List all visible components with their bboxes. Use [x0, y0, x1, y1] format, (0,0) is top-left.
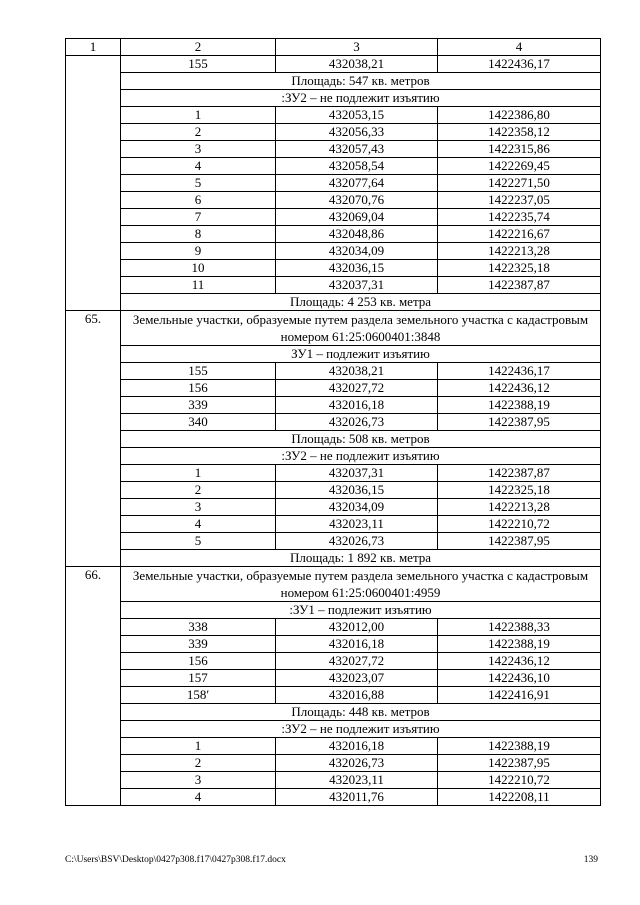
point-row [66, 124, 601, 141]
coord-x: 432048,86 [276, 226, 438, 243]
coord-y: 1422436,10 [438, 670, 601, 687]
coord-y: 1422271,50 [438, 175, 601, 192]
point-number: 10 [121, 260, 276, 277]
page-number: 139 [583, 855, 598, 865]
coord-y: 1422208,11 [438, 789, 601, 806]
point-number: 7 [121, 209, 276, 226]
coord-x: 432026,73 [276, 414, 438, 431]
point-number: 157 [121, 670, 276, 687]
point-row [66, 260, 601, 277]
point-row [66, 772, 601, 789]
section-row [66, 294, 601, 311]
coord-x: 432037,31 [276, 465, 438, 482]
point-row [66, 107, 601, 124]
footer-file-path: C:\Users\BSV\Desktop\0427p308.f17\0427p308.f17.docx [65, 855, 286, 865]
coord-x: 432027,72 [276, 380, 438, 397]
section-label: :ЗУ2 – не подлежит изъятию [121, 721, 601, 738]
section-row [66, 550, 601, 567]
section-row [66, 346, 601, 363]
point-row [66, 687, 601, 704]
coord-x: 432023,07 [276, 670, 438, 687]
point-row [66, 755, 601, 772]
parcel-description: Земельные участки, образуемые путем раздела земельного участка с кадастровым номером 61:25:0600401:4959 [121, 567, 601, 602]
point-number: 156 [121, 380, 276, 397]
section-row [66, 431, 601, 448]
coord-x: 432012,00 [276, 619, 438, 636]
coord-y: 1422358,12 [438, 124, 601, 141]
section-label: ЗУ1 – подлежит изъятию [121, 346, 601, 363]
coord-x: 432034,09 [276, 243, 438, 260]
point-row [66, 499, 601, 516]
point-number: 155 [121, 56, 276, 73]
point-number: 4 [121, 789, 276, 806]
coord-y: 1422216,67 [438, 226, 601, 243]
coord-x: 432034,09 [276, 499, 438, 516]
point-number: 1 [121, 465, 276, 482]
point-row [66, 277, 601, 294]
coord-y: 1422213,28 [438, 243, 601, 260]
coord-x: 432058,54 [276, 158, 438, 175]
header-cell: 1 [66, 39, 121, 56]
coord-y: 1422416,91 [438, 687, 601, 704]
section-label: Площадь: 508 кв. метров [121, 431, 601, 448]
coord-x: 432056,33 [276, 124, 438, 141]
coord-x: 432036,15 [276, 260, 438, 277]
section-label: Площадь: 448 кв. метров [121, 704, 601, 721]
point-row [66, 653, 601, 670]
point-number: 1 [121, 107, 276, 124]
point-number: 6 [121, 192, 276, 209]
coord-x: 432016,18 [276, 738, 438, 755]
section-label: Площадь: 4 253 кв. метра [121, 294, 601, 311]
point-row [66, 380, 601, 397]
section-label: :ЗУ1 – подлежит изъятию [121, 602, 601, 619]
description-row [66, 567, 601, 602]
point-number: 338 [121, 619, 276, 636]
point-row [66, 516, 601, 533]
point-row [66, 789, 601, 806]
coord-y: 1422235,74 [438, 209, 601, 226]
coord-x: 432070,76 [276, 192, 438, 209]
coord-x: 432016,18 [276, 636, 438, 653]
coord-y: 1422386,80 [438, 107, 601, 124]
point-number: 3 [121, 499, 276, 516]
coord-y: 1422387,87 [438, 465, 601, 482]
point-row [66, 636, 601, 653]
point-number: 4 [121, 158, 276, 175]
section-row [66, 602, 601, 619]
header-cell: 3 [276, 39, 438, 56]
header-cell: 4 [438, 39, 601, 56]
section-label: :ЗУ2 – не подлежит изъятию [121, 90, 601, 107]
point-row [66, 533, 601, 550]
section-label: Площадь: 1 892 кв. метра [121, 550, 601, 567]
point-number: 9 [121, 243, 276, 260]
coord-x: 432077,64 [276, 175, 438, 192]
point-number: 5 [121, 175, 276, 192]
coord-x: 432027,72 [276, 653, 438, 670]
section-row [66, 704, 601, 721]
point-row [66, 192, 601, 209]
coord-x: 432038,21 [276, 56, 438, 73]
item-number [66, 56, 121, 311]
coord-y: 1422436,17 [438, 56, 601, 73]
section-row [66, 721, 601, 738]
point-row [66, 209, 601, 226]
point-number: 339 [121, 636, 276, 653]
coord-y: 1422315,86 [438, 141, 601, 158]
coord-y: 1422436,12 [438, 653, 601, 670]
coord-y: 1422387,95 [438, 533, 601, 550]
point-row [66, 482, 601, 499]
section-row [66, 73, 601, 90]
point-number: 5 [121, 533, 276, 550]
point-row [66, 619, 601, 636]
point-row [66, 226, 601, 243]
coord-y: 1422210,72 [438, 772, 601, 789]
coord-y: 1422388,19 [438, 636, 601, 653]
point-number: 156 [121, 653, 276, 670]
coord-x: 432057,43 [276, 141, 438, 158]
coord-y: 1422237,05 [438, 192, 601, 209]
coord-y: 1422388,33 [438, 619, 601, 636]
coord-y: 1422436,12 [438, 380, 601, 397]
coord-y: 1422387,95 [438, 414, 601, 431]
coord-x: 432069,04 [276, 209, 438, 226]
coordinates-table [65, 38, 601, 806]
coord-x: 432038,21 [276, 363, 438, 380]
coord-y: 1422269,45 [438, 158, 601, 175]
coord-x: 432026,73 [276, 533, 438, 550]
section-label: Площадь: 547 кв. метров [121, 73, 601, 90]
point-row [66, 414, 601, 431]
point-row [66, 738, 601, 755]
point-number: 158′ [121, 687, 276, 704]
coord-y: 1422210,72 [438, 516, 601, 533]
coord-x: 432011,76 [276, 789, 438, 806]
coord-x: 432036,15 [276, 482, 438, 499]
point-row [66, 397, 601, 414]
coord-y: 1422387,95 [438, 755, 601, 772]
point-row [66, 363, 601, 380]
item-number: 66. [66, 567, 121, 806]
point-number: 3 [121, 772, 276, 789]
point-number: 155 [121, 363, 276, 380]
header-row [66, 39, 601, 56]
point-row [66, 56, 601, 73]
coord-y: 1422388,19 [438, 738, 601, 755]
point-number: 11 [121, 277, 276, 294]
point-number: 340 [121, 414, 276, 431]
coord-y: 1422325,18 [438, 482, 601, 499]
point-row [66, 670, 601, 687]
coord-x: 432037,31 [276, 277, 438, 294]
section-label: :ЗУ2 – не подлежит изъятию [121, 448, 601, 465]
point-number: 2 [121, 755, 276, 772]
point-row [66, 175, 601, 192]
parcel-description: Земельные участки, образуемые путем раздела земельного участка с кадастровым номером 61:25:0600401:3848 [121, 311, 601, 346]
point-number: 339 [121, 397, 276, 414]
item-number: 65. [66, 311, 121, 567]
coord-x: 432026,73 [276, 755, 438, 772]
coord-y: 1422213,28 [438, 499, 601, 516]
description-row [66, 311, 601, 346]
point-number: 3 [121, 141, 276, 158]
section-row [66, 90, 601, 107]
coord-y: 1422436,17 [438, 363, 601, 380]
point-row [66, 243, 601, 260]
coord-x: 432023,11 [276, 516, 438, 533]
point-number: 4 [121, 516, 276, 533]
point-row [66, 158, 601, 175]
header-cell: 2 [121, 39, 276, 56]
point-row [66, 141, 601, 158]
point-number: 2 [121, 124, 276, 141]
section-row [66, 448, 601, 465]
coord-x: 432023,11 [276, 772, 438, 789]
coord-x: 432016,88 [276, 687, 438, 704]
point-number: 8 [121, 226, 276, 243]
coord-y: 1422388,19 [438, 397, 601, 414]
coord-y: 1422325,18 [438, 260, 601, 277]
coord-x: 432053,15 [276, 107, 438, 124]
coord-x: 432016,18 [276, 397, 438, 414]
point-number: 1 [121, 738, 276, 755]
point-row [66, 465, 601, 482]
coord-y: 1422387,87 [438, 277, 601, 294]
table-body [66, 39, 601, 806]
point-number: 2 [121, 482, 276, 499]
